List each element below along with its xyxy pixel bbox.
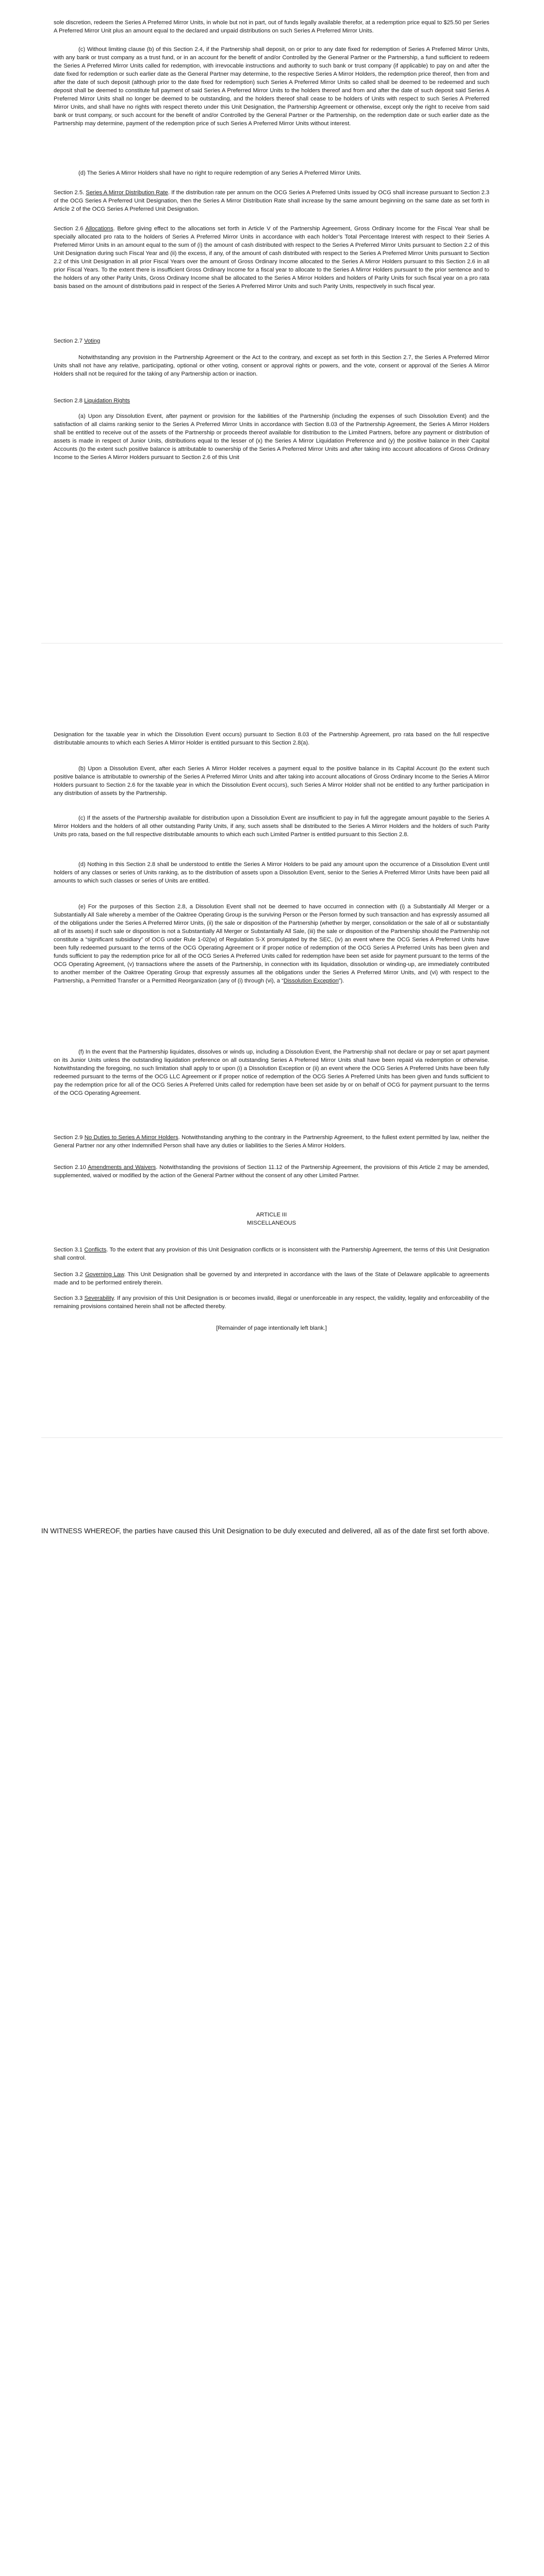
paragraph-2-4-d: (d) The Series A Mirror Holders shall have no right to require redemption of any Series A Preferred Mirror Units. xyxy=(78,170,361,176)
section-2-8-d: (d) Nothing in this Section 2.8 shall be understood to entitle the Series A Mirror Holders to be paid any amount upon the occurrence of a Dissolution Event until holders of any classes or series of Units ranking, as to the distribution of assets upon a Dissolution Event, senior to the Series A Preferred Mirror Units have been paid all amounts to which such classes or series of Units are entitled. xyxy=(54,861,489,884)
paragraph-2-4-c: (c) Without limiting clause (b) of this Section 2.4, if the Partnership shall deposit, on or prior to any date fixed for redemption of Series A Preferred Mirror Units, with any bank or trust company as a trust fund, or in an account for the benefit of and/or Controlled by the General Partner or the Partnership, a fund sufficient to redeem the Series A Preferred Mirror Units called for redemption, with irrevocable instructions and authority to such bank or trust company (if applicable) to pay on and after the date fixed for redemption or such earlier date as the General Partner may determine, to the respective Series A Mirror Holders, the redemption price thereof, then from and after the date of such deposit (although prior to the date fixed for redemption) such Series A Preferred Mirror Units so called shall be deemed to be redeemed and such deposit shall be deemed to constitute full payment of said Series A Preferred Mirror Units to the holders thereof and from and after the date of such deposit said Series A Preferred Mirror Units shall no longer be deemed to be outstanding, and the holders thereof shall cease to be holders of Units with respect to such Series A Preferred Mirror Units, and shall have no rights with respect thereto under this Unit Designation, the Partnership Agreement or otherwise, except only the right to receive from said bank or trust company, or such account for the benefit of and/or Controlled by the General Partner or the Partnership, on the redemption date or such earlier date as the Partnership may determine, payment of the redemption price of such Series A Preferred Mirror Units without interest. xyxy=(54,46,489,127)
section-2-8-f: (f) In the event that the Partnership liquidates, dissolves or winds up, including a Dissolution Event, the Partnership shall not declare or pay or set apart payment on its Junior Units unless the outstanding liquidation preference on all outstanding Series A Preferred Mirror Units shall have been repaid via redemption or otherwise. Notwithstanding the foregoing, no such limitation shall apply to or upon (i) a Dissolution Exception or (ii) an event where the OCG Series A Preferred Units have been fully redeemed pursuant to the terms of the OCG LLC Agreement or if proper notice of redemption of the OCG Series A Preferred Units has been given and funds sufficient to pay the redemption price for all of the OCG Series A Preferred Units called for redemption have been set aside by or on behalf of OCG for payment pursuant to the terms of the OCG Operating Agreement. xyxy=(54,1049,489,1096)
section-2-8-number: Section 2.8 xyxy=(54,398,85,404)
section-2-10-title: Amendments and Waivers xyxy=(88,1164,156,1171)
section-2-5-title: Series A Mirror Distribution Rate xyxy=(86,190,168,196)
section-3-2-body: . This Unit Designation shall be governed by and interpreted in accordance with the laws of the State of Delaware applicable to agreements made and to be performed entirely therein. xyxy=(54,1272,489,1286)
section-3-3-title: Severability xyxy=(84,1295,114,1301)
section-2-8-e-text: (e) For the purposes of this Section 2.8, a Dissolution Event shall not be deemed to have occurred in connection with (i) a Substantially All Merger or a Substantially All Sale whereby a member of the Oaktree Operating Group is the surviving Person or the Person formed by such transaction and has expressly assumed all of the obligations under the Series A Preferred Mirror Units, (ii) the sale or disposition of the Partnership (whether by merger, consolidation or the sale of all or substantially all of its assets) if such sale or disposition is not a Substantially All Merger or Substantially All Sale, (iii) the sale or disposition of the Partnership should the Partnership not constitute a “significant subsidiary” of OCG under Rule 1-02(w) of Regulation S-X promulgated by the SEC, (iv) an event where the OCG Series A Preferred Units have been fully redeemed pursuant to the terms of the OCG Operating Agreement or if proper notice of redemption of the OCG Series A Preferred Units has been given and funds sufficient to pay the redemption price for all of the OCG Series A Preferred Units called for redemption have been set aside for payment pursuant to the terms of the OCG Operating Agreement, (v) transactions where the assets of the Partnership, in connection with its liquidation, dissolution or winding-up, are immediately contributed to another member of the Oaktree Operating Group that expressly assumes all the obligations under the Series A Preferred Mirror Units, and (vi) with respect to the Partnership, a Permitted Transfer or a Permitted Reorganization (any of (i) through (vi), a “ xyxy=(54,904,489,984)
section-2-9-body: . Notwithstanding anything to the contrary in the Partnership Agreement, to the fullest extent permitted by law, neither the General Partner nor any other Indemnified Person shall have any duties or liabilities to the Series A Mirror Holders. xyxy=(54,1134,489,1149)
section-2-9-number: Section 2.9 xyxy=(54,1134,85,1141)
article-title: MISCELLANEOUS xyxy=(246,1220,296,1226)
section-3-3 xyxy=(54,1294,489,1311)
section-2-7-number: Section 2.7 xyxy=(54,338,85,344)
dissolution-exception-term: Dissolution Exception xyxy=(283,978,339,984)
section-2-8-heading xyxy=(54,397,489,405)
section-2-8-c: (c) If the assets of the Partnership available for distribution upon a Dissolution Event are insufficient to pay in full the aggregate amount payable to the Series A Mirror Holders and the holders of all other outstanding Parity Units, if any, such assets shall be distributed to the Series A Mirror Holders and the holders of such Parity Units pro rata, based on the full respective distributable amounts to which each such Limited Partner is entitled pursuant to this Section 2.8. xyxy=(54,815,489,838)
article-number: ARTICLE III xyxy=(256,1212,287,1218)
section-2-9-title: No Duties to Series A Mirror Holders xyxy=(84,1134,178,1141)
section-3-2 xyxy=(54,1270,489,1287)
section-2-8-a: (a) Upon any Dissolution Event, after payment or provision for the liabilities of the Partnership (including the expenses of such Dissolution Event) and the satisfaction of all claims ranking senior to the Series A Preferred Mirror Units in accordance with Section 8.03 of the Partnership Agreement, the Series A Mirror Holders shall be entitled to receive out of the assets of the Partnership or proceeds thereof available for distribution to the Limited Partners, before any payment or distribution of assets is made in respect of Junior Units, distributions equal to the lesser of (x) the Series A Mirror Liquidation Preference and (y) the positive balance in their Capital Accounts (to the extent such positive balance is attributable to ownership of the Series A Preferred Mirror Units and after taking into account allocations of Gross Ordinary Income to the Series A Mirror Holders pursuant to Section 2.6 of this Unit xyxy=(54,413,489,461)
section-2-8-a-continued: Designation for the taxable year in which the Dissolution Event occurs) pursuant to Section 8.03 of the Partnership Agreement, pro rata based on the full respective distributable amounts to which each Series A Mirror Holder is entitled pursuant to this Section 2.8(a). xyxy=(54,732,489,746)
in-witness-whereof: IN WITNESS WHEREOF, the parties have caused this Unit Designation to be duly executed and delivered, all as of the date first set forth above. xyxy=(41,1527,489,1535)
section-3-1 xyxy=(54,1246,489,1262)
section-3-1-number: Section 3.1 xyxy=(54,1247,85,1253)
section-2-6-body: . Before giving effect to the allocations set forth in Article V of the Partnership Agreement, Gross Ordinary Income for the Fiscal Year shall be specially allocated pro rata to the holders of Series A Preferred Mirror Units in accordance with each holder’s Total Percentage Interest with respect to their Series A Preferred Mirror Units in an amount equal to the sum of (i) the amount of cash distributed with respect to the Series A Preferred Mirror Units pursuant to Section 2.2 of this Unit Designation during such Fiscal Year and (ii) the excess, if any, of the amount of cash distributed with respect to the Series A Preferred Mirror Units pursuant to Section 2.2 of this Unit Designation in all prior Fiscal Years over the amount of Gross Ordinary Income allocated to the Series A Mirror Holders pursuant to this Section 2.6 in all prior Fiscal Years. To the extent there is insufficient Gross Ordinary Income for a fiscal year to allocate to the Series A Mirror Holders pursuant to the prior sentence and to the holders of any other Parity Units, Gross Ordinary Income shall be allocated to the Series A Mirror Holders and holders of Parity Units for such fiscal year on a pro rata basis based on the amount of distributions paid in respect of the Series A Preferred Mirror Units and such Parity Units, respectively in such fiscal year. xyxy=(54,226,490,290)
section-2-5-number: Section 2.5. xyxy=(54,190,86,196)
section-2-10 xyxy=(54,1163,489,1180)
section-2-8-b: (b) Upon a Dissolution Event, after each Series A Mirror Holder receives a payment equal to the positive balance in its Capital Account (to the extent such positive balance is attributable to ownership of the Series A Preferred Mirror Units and after taking into account allocations of Gross Ordinary Income to the Series A Mirror Holders pursuant to Section 2.6 for the taxable year in which the Dissolution Event occurs), such Series A Mirror Holder shall not be entitled to any further participation in any distribution of assets by the Partnership. xyxy=(54,766,489,796)
section-3-2-number: Section 3.2 xyxy=(54,1272,85,1278)
section-3-2-title: Governing Law xyxy=(85,1272,124,1278)
section-3-3-number: Section 3.3 xyxy=(54,1295,85,1301)
section-3-1-title: Conflicts xyxy=(84,1247,107,1253)
section-2-6 xyxy=(54,225,489,291)
section-2-10-number: Section 2.10 xyxy=(54,1164,88,1171)
section-2-5-body: . If the distribution rate per annum on the OCG Series A Preferred Units issued by OCG shall increase pursuant to Section 2.3 of the OCG Series A Preferred Unit Designation, then the Series A Mirror Distribution Rate shall increase by the same amount beginning on the same date as set forth in Article 2 of the OCG Series A Preferred Unit Designation. xyxy=(54,190,489,212)
section-2-8-title: Liquidation Rights xyxy=(84,398,130,404)
section-2-7-heading xyxy=(54,337,489,345)
section-2-10-body: . Notwithstanding the provisions of Section 11.12 of the Partnership Agreement, the provisions of this Article 2 may be amended, supplemented, waived or modified by the action of the General Partner without the consent of any other Limited Partner. xyxy=(54,1164,489,1179)
page-break xyxy=(41,1437,503,1438)
section-2-7-title: Voting xyxy=(84,338,101,344)
section-2-8-e xyxy=(54,903,489,985)
section-2-7-body: Notwithstanding any provision in the Partnership Agreement or the Act to the contrary, and except as set forth in this Section 2.7, the Series A Preferred Mirror Units shall not have any relative, participating, optional or other voting, consent or approval rights or powers, and the vote, consent or approval of the Series A Mirror Holders shall not be required for the taking of any Partnership action or inaction. xyxy=(54,354,489,377)
section-2-9 xyxy=(54,1133,489,1150)
remainder-blank-note: [Remainder of page intentionally left blank.] xyxy=(216,1325,327,1331)
section-2-6-title: Allocations xyxy=(85,226,113,232)
section-2-8-e-close: ”). xyxy=(338,978,344,984)
paragraph-redemption-price: sole discretion, redeem the Series A Preferred Mirror Units, in whole but not in part, out of funds legally available therefor, at a redemption price equal to $25.50 per Series A Preferred Mirror Unit plus an amount equal to the declared and unpaid distributions on such Series A Preferred Mirror Units. xyxy=(54,20,489,34)
section-3-1-body: . To the extent that any provision of this Unit Designation conflicts or is inconsistent with the Partnership Agreement, the terms of this Unit Designation shall control. xyxy=(54,1247,489,1261)
section-2-5 xyxy=(54,189,489,213)
section-2-6-number: Section 2.6 xyxy=(54,226,86,232)
section-3-3-body: . If any provision of this Unit Designation is or becomes invalid, illegal or unenforceable in any respect, the validity, legality and enforceability of the remaining provisions contained herein shall not be affected thereby. xyxy=(54,1295,489,1310)
